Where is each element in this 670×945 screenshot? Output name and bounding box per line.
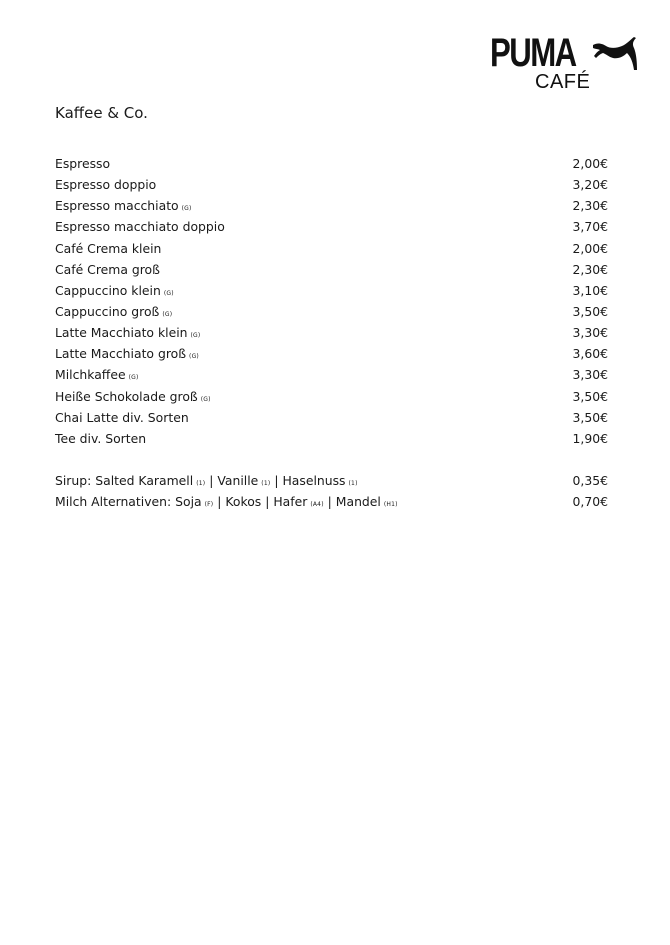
allergen-note: (A4) xyxy=(310,501,324,509)
menu-item xyxy=(55,238,608,259)
menu-item-price: 3,50€ xyxy=(572,388,608,404)
menu-item-price: 3,30€ xyxy=(572,367,608,383)
menu-item-price: 3,60€ xyxy=(572,346,608,362)
menu-item-name: Café Crema groß xyxy=(55,261,160,277)
allergen-note: (G) xyxy=(163,289,174,297)
extra-option-name: Haselnuss xyxy=(282,472,346,488)
menu-item-price: 3,50€ xyxy=(572,409,608,425)
extra-option-name: Hafer xyxy=(273,494,308,510)
menu-item-left xyxy=(55,174,156,195)
menu-item-price: 3,10€ xyxy=(572,282,608,298)
menu-item-left xyxy=(55,153,110,174)
extra-item-left xyxy=(55,491,398,515)
menu-item-name: Café Crema klein xyxy=(55,240,162,256)
menu-item-name: Tee div. Sorten xyxy=(55,430,147,446)
menu-item xyxy=(55,195,608,216)
allergen-note: (1) xyxy=(261,479,271,487)
drinks-list xyxy=(55,153,608,449)
list-spacer xyxy=(55,449,608,470)
menu-item-left xyxy=(55,259,160,280)
extra-option-name: Salted Karamell xyxy=(95,472,194,488)
menu-item-name: Cappuccino groß xyxy=(55,303,160,319)
extra-option-name: Vanille xyxy=(217,472,259,488)
extra-option-name: Soja xyxy=(175,494,202,510)
allergen-note: (G) xyxy=(189,353,199,361)
menu-list xyxy=(55,153,608,512)
extra-label: Sirup: xyxy=(55,472,96,488)
menu-item xyxy=(55,343,608,364)
menu-item xyxy=(55,386,608,407)
option-separator: | xyxy=(261,494,274,510)
brand-logo xyxy=(488,31,638,96)
menu-item-left xyxy=(55,238,161,259)
menu-item xyxy=(55,153,608,174)
allergen-note: (F) xyxy=(204,501,214,509)
allergen-note: (G) xyxy=(181,205,192,213)
menu-item xyxy=(55,216,608,237)
menu-item xyxy=(55,174,608,195)
extra-item-price: 0,35€ xyxy=(572,472,608,488)
menu-item-price: 2,00€ xyxy=(572,240,608,256)
allergen-note: (1) xyxy=(348,479,358,487)
menu-item-name: Latte Macchiato groß xyxy=(55,346,187,362)
option-separator: | xyxy=(323,494,336,510)
extra-item xyxy=(55,491,608,512)
extra-item xyxy=(55,470,608,491)
menu-item-name: Heiße Schokolade groß xyxy=(55,388,198,404)
extra-option-name: Kokos xyxy=(225,494,262,510)
menu-item-price: 3,50€ xyxy=(572,303,608,319)
menu-item-price: 3,70€ xyxy=(572,219,608,235)
menu-item-price: 2,30€ xyxy=(572,198,608,214)
menu-item-left xyxy=(55,407,189,428)
section-title: Kaffee & Co. xyxy=(55,104,148,122)
menu-item xyxy=(55,280,608,301)
extra-item-price: 0,70€ xyxy=(572,494,608,510)
menu-item xyxy=(55,364,608,385)
menu-item-price: 2,30€ xyxy=(572,261,608,277)
menu-item-price: 2,00€ xyxy=(572,156,608,171)
menu-item xyxy=(55,428,608,449)
menu-item-name: Espresso macchiato xyxy=(55,198,179,214)
extras-list xyxy=(55,470,608,512)
allergen-note: (G) xyxy=(128,374,139,382)
option-separator: | xyxy=(213,494,226,510)
menu-item xyxy=(55,322,608,343)
allergen-note: (H1) xyxy=(383,501,398,509)
menu-item xyxy=(55,259,608,280)
puma-cat-icon xyxy=(592,36,638,72)
menu-item-name: Milchkaffee xyxy=(55,367,126,383)
menu-item-price: 3,30€ xyxy=(572,325,608,341)
brand-wordmark: PUMA xyxy=(490,31,576,75)
extra-option-name: Mandel xyxy=(335,494,381,510)
menu-item-name: Espresso xyxy=(55,156,111,171)
menu-item-name: Espresso macchiato doppio xyxy=(55,219,225,235)
allergen-note: (G) xyxy=(162,310,173,318)
option-separator: | xyxy=(270,472,283,488)
menu-item xyxy=(55,301,608,322)
allergen-note: (1) xyxy=(196,479,206,487)
menu-item xyxy=(55,407,608,428)
allergen-note: (G) xyxy=(190,332,201,340)
menu-item-price: 3,20€ xyxy=(572,177,608,193)
menu-item-name: Espresso doppio xyxy=(55,177,157,193)
menu-item-name: Chai Latte div. Sorten xyxy=(55,409,189,425)
extra-label: Milch Alternativen: xyxy=(55,494,176,510)
menu-item-price: 1,90€ xyxy=(572,430,608,446)
menu-item-left xyxy=(55,216,225,237)
menu-item-name: Latte Macchiato klein xyxy=(55,325,188,341)
option-separator: | xyxy=(205,472,218,488)
menu-item-left xyxy=(55,428,146,449)
brand-subtitle: CAFÉ xyxy=(535,71,591,93)
menu-item-name: Cappuccino klein xyxy=(55,282,161,298)
allergen-note: (G) xyxy=(200,395,211,403)
